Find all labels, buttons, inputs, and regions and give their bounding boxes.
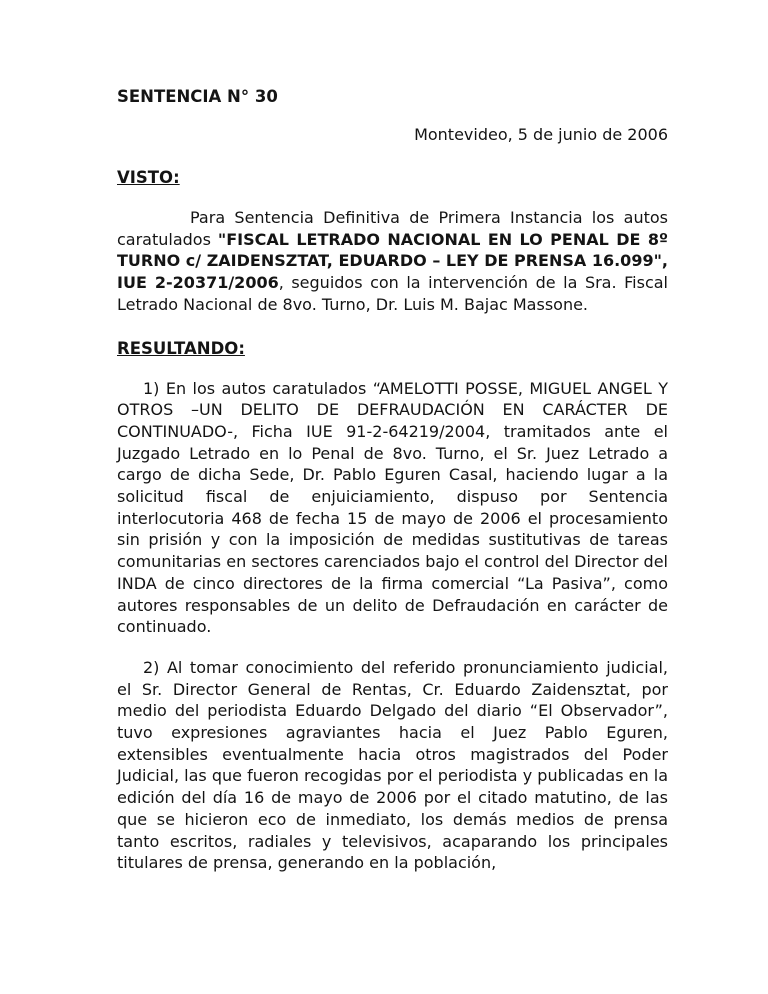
text-run: , seguidos con la intervención de la Sra. Fiscal Letrado Nacional de 8vo. Turno, Dr. Luis M. Bajac Massone. — [117, 273, 668, 314]
paragraph — [117, 207, 668, 316]
section-heading: RESULTANDO: — [117, 338, 245, 358]
document-body — [117, 167, 668, 874]
text-run: 2) Al tomar conocimiento del referido pronunciamiento judicial, el Sr. Director General de Rentas, Cr. Eduardo Zaidensztat, por medio del periodista Eduardo Delgado del diario “El Observador”, tuvo expresiones agraviantes hacia el Juez Pablo Eguren, extensibles eventualmente hacia otros magistrados del Poder Judicial, las que fueron recogidas por el periodista y publicadas en la edición del día 16 de mayo de 2006 por el citado matutino, de las que se hicieron eco de inmediato, los demás medios de prensa tanto escritos, radiales y televisivos, acaparando los principales titulares de prensa, generando en la población, — [117, 657, 668, 873]
paragraph — [117, 378, 668, 638]
text-run: 1) En los autos caratulados “AMELOTTI POSSE, MIGUEL ANGEL Y OTROS –UN DELITO DE DEFRAUDACIÓN EN CARÁCTER DE CONTINUADO-, Ficha IUE 91-2-64219/2004, tramitados ante el Juzgado Letrado en lo Penal de 8vo. Turno, el Sr. Juez Letrado a cargo de dicha Sede, Dr. Pablo Eguren Casal, haciendo lugar a la solicitud fiscal de enjuiciamiento, dispuso por Sentencia interlocutoria 468 de fecha 15 de mayo de 2006 el procesamiento sin prisión y con la imposición de medidas sustitutivas de tareas comunitarias en sectores carenciados bajo el control del Director del INDA de cinco directores de la firma comercial “La Pasiva”, como autores responsables de un delito de Defraudación en carácter de continuado. — [117, 378, 668, 637]
section-heading: VISTO: — [117, 168, 180, 187]
document-title: SENTENCIA N° 30 — [117, 87, 278, 106]
dateline: Montevideo, 5 de junio de 2006 — [414, 125, 668, 144]
text-run: Para Sentencia Definitiva de Primera Instancia los autos caratulados — [117, 208, 668, 249]
bold-text-run: "FISCAL LETRADO NACIONAL EN LO PENAL DE 8º TURNO c/ ZAIDENSZTAT, EDUARDO – LEY DE PRENSA 16.099", IUE 2-20371/2006 — [117, 229, 668, 293]
paragraph — [117, 657, 668, 874]
